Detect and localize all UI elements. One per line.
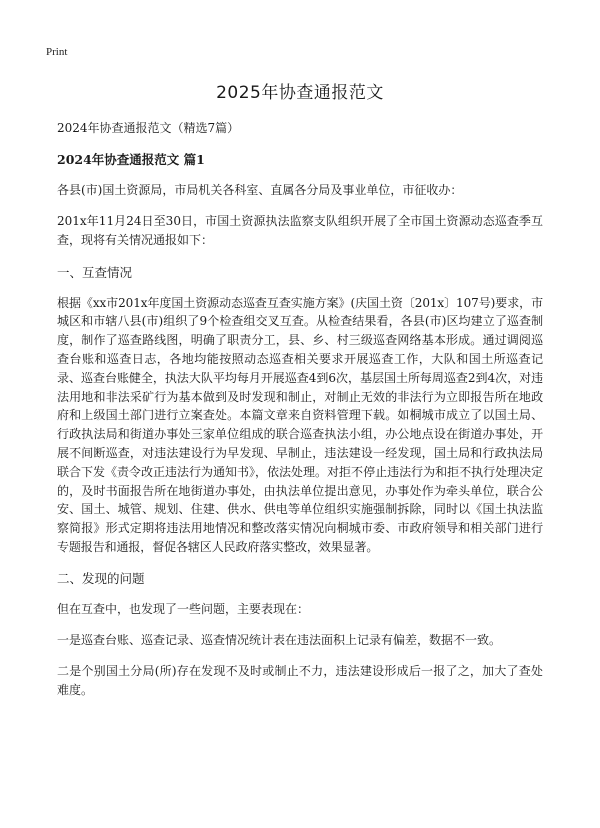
document-subtitle: 2024年协查通报范文（精选7篇） bbox=[57, 121, 240, 135]
problem-item-1: 一是巡查台账、巡查记录、巡查情况统计表在违法面积上记录有偏差，数据不一致。 bbox=[57, 632, 502, 647]
page-title: 2025年协查通报范文 bbox=[216, 83, 384, 103]
problem-item-2: 二是个别国土分局(所)存在发现不及时或制止不力，违法建设形成后一报了之，加大了查处难度。 bbox=[57, 664, 543, 698]
salutation-paragraph: 各县(市)国土资源局，市局机关各科室、直属各分局及事业单位，市征收办： bbox=[57, 183, 463, 197]
intro-paragraph: 201x年11月24日至30日，市国土资源执法监察支队组织开展了全市国土资源动态巡查季互查，现将有关情况通报如下： bbox=[57, 214, 543, 248]
print-link[interactable]: Print bbox=[46, 46, 68, 58]
section-heading: 2024年协查通报范文 篇1 bbox=[57, 152, 205, 167]
inspection-body-paragraph: 根据《xx市201x年度国土资源动态巡查互查实施方案》(庆国土资〔201x〕107号)要求，市城区和市辖八县(市)组织了9个检查组交叉互查。从检查结果看，各县(市)区均建立了巡查制度，制作了巡查路线图，明确了职责分工，县、乡、村三级巡查网络基本形成。通过调阅巡查台账和巡查日志，各地均能按照动态巡查相关要求开展巡查工作，大队和国土所巡查记录、巡查台账健全，执法大队平均每月开展巡查4到6次，基层国土所每周巡查2到4次，对违法用地和非法采矿行为基本做到及时发现和制止，对制止无效的非法行为立即报告所在地政府和上级国土部门进行立案查处。本篇文章来自资料管理下载。如桐城市成立了以国土局、行政执法局和街道办事处三家单位组成的联合巡查执法小组，办公地点设在街道办事处，开展不间断巡查，对违法建设行为早发现、早制止，违法建设一经发现，国土局和行政执法局联合下发《责令改正违法行为通知书》，依法处理。对拒不停止违法行为和拒不执行处理决定的，及时书面报告所在地街道办事处，由执法单位提出意见，办事处作为牵头单位，联合公安、国土、城管、规划、住建、供水、供电等单位组织实施强制拆除，同时以《国土执法监察简报》形式定期将违法用地情况和整改落实情况向桐城市委、市政府领导和相关部门进行专题报告和通报，督促各辖区人民政府落实整改，效果显著。 bbox=[57, 295, 543, 554]
heading-inspection-status: 一、互查情况 bbox=[57, 264, 133, 280]
document-page bbox=[57, 78, 543, 713]
heading-problems-found: 二、发现的问题 bbox=[57, 570, 145, 586]
problems-intro-paragraph: 但在互查中，也发现了一些问题，主要表现在： bbox=[57, 601, 310, 616]
